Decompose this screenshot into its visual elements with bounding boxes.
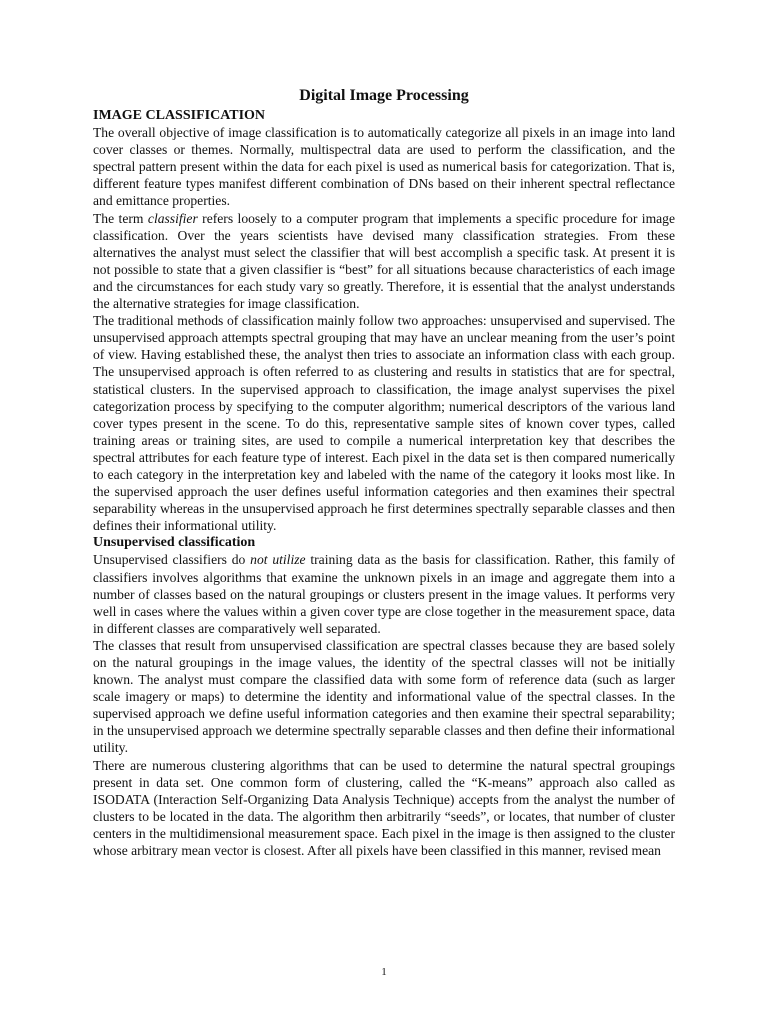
section-heading: IMAGE CLASSIFICATION [93, 108, 266, 123]
paragraph-4-italic-term: not utilize [250, 552, 306, 568]
document-body [93, 86, 675, 859]
subheading-unsupervised: Unsupervised classification [93, 535, 256, 551]
paragraph-2-italic-term: classifier [147, 210, 198, 226]
paragraph-1: The overall objective of image classification is to automatically categorize all pixels in an image into land cover classes or themes. Normally, multispectral data are used to perform the classification, and the spectral pattern present within the data for each pixel is used as numerical basis for categorization. That is, different feature types manifest different combination of DNs based on their inherent spectral reflectance and emittance properties. [93, 125, 675, 209]
paragraph-2-rest: refers loosely to a computer program that implements a specific procedure for image classification. Over the years scientists have devised many classification strategies. From these alternatives the analyst must select the classifier that will best accomplish a specific task. At present it is not possible to state that a given classifier is “best” for all situations because characteristics of each image and the circumstances for each study vary so greatly. Therefore, it is essential that the analyst understands the alternative strategies for image classification. [93, 210, 676, 312]
paragraph-3: The traditional methods of classification mainly follow two approaches: unsupervised and supervised. The unsupervised approach attempts spectral grouping that may have an unclear meaning from the user’s point of view. Having established these, the analyst then tries to associate an information class with each group. The unsupervised approach is often referred to as clustering and results in statistics that are for spectral, statistical clusters. In the supervised approach to classification, the image analyst supervises the pixel categorization process by specifying to the computer algorithm; numerical descriptors of the various land cover types present in the scene. To do this, representative sample sites of known cover types, called training areas or training sites, are used to compile a numerical interpretation key that describes the spectral attributes for each feature type of interest. Each pixel in the data set is then compared numerically to each category in the interpretation key and labeled with the name of the category it looks most like. In the supervised approach the user defines useful information categories and then examines their spectral separability whereas in the unsupervised approach he first determines spectrally separable classes and then defines their informational utility. [93, 313, 675, 534]
paragraph-4 [93, 551, 675, 636]
paragraph-6: There are numerous clustering algorithms that can be used to determine the natural spectral groupings present in data set. One common form of clustering, called the “K-means” approach also called as ISODATA (Interaction Self-Organizing Data Analysis Technique) accepts from the analyst the number of clusters to be located in the data. The algorithm then arbitrarily “seeds”, or locates, that number of cluster centers in the multidimensional measurement space. Each pixel in the image is then assigned to the cluster whose arbitrary mean vector is closest. After all pixels have been classified in this manner, revised mean [93, 757, 675, 859]
paragraph-4-start: Unsupervised classifiers do [93, 552, 251, 568]
document-title: Digital Image Processing [299, 87, 469, 104]
paragraph-5: The classes that result from unsupervised classification are spectral classes because they are based solely on the natural groupings in the image values, the identity of the spectral classes will not be initially known. The analyst must compare the classified data with some form of reference data (such as larger scale imagery or maps) to determine the identity and informational value of the spectral classes. In the supervised approach we define useful information categories and then examine their spectral separability; in the unsupervised approach we determine spectrally separable classes and then define their informational utility. [93, 637, 675, 756]
page-number: 1 [381, 966, 387, 978]
paragraph-2 [93, 210, 675, 313]
paragraph-2-start: The term [93, 210, 148, 226]
paragraph-4-rest: training data as the basis for classification. Rather, this family of classifiers involves algorithms that examine the unknown pixels in an image and aggregate them into a number of classes based on the natural groupings or clusters present in the image values. It performs very well in cases where the values within a given cover type are close together in the measurement space, data in different classes are comparatively well separated. [93, 552, 676, 636]
